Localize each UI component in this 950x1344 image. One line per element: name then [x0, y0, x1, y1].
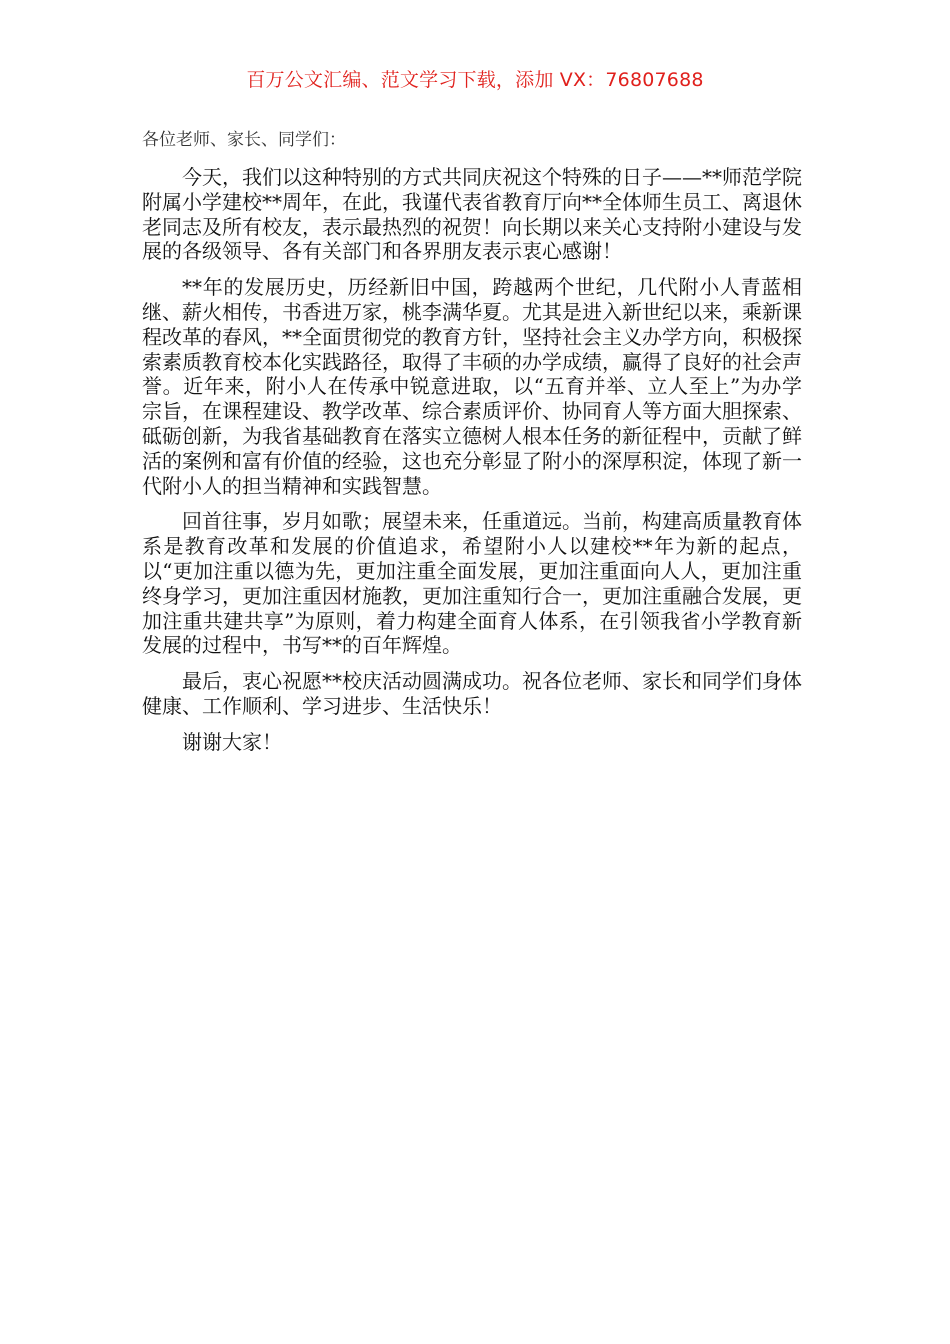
document-body [142, 127, 802, 755]
salutation: 各位老师、家长、同学们： [142, 130, 346, 150]
paragraph-opening: 今天，我们以这种特别的方式共同庆祝这个特殊的日子——**师范学院附属小学建校**周年，在此，我谨代表省教育厅向**全体师生员工、离退休老同志及所有校友，表示最热烈的祝贺！向长期以来关心支持附小建设与发展的各级领导、各有关部门和各界朋友表示衷心感谢！ [142, 165, 802, 264]
closing-thanks: 谢谢大家！ [182, 729, 282, 754]
paragraph-wishes: 最后，衷心祝愿**校庆活动圆满成功。祝各位老师、家长和同学们身体健康、工作顺利、学习进步、生活快乐！ [142, 669, 802, 718]
paragraph-history: **年的发展历史，历经新旧中国，跨越两个世纪，几代附小人青蓝相继、薪火相传，书香进万家，桃李满华夏。尤其是进入新世纪以来，乘新课程改革的春风，**全面贯彻党的教育方针，坚持社会主义办学方向，积极探索素质教育校本化实践路径，取得了丰硕的办学成绩，赢得了良好的社会声誉。近年来，附小人在传承中锐意进取，以“五育并举、立人至上”为办学宗旨，在课程建设、教学改革、综合素质评价、协同育人等方面大胆探索、砥砺创新，为我省基础教育在落实立德树人根本任务的新征程中，贡献了鲜活的案例和富有价值的经验，这也充分彰显了附小的深厚积淀，体现了新一代附小人的担当精神和实践智慧。 [142, 275, 802, 498]
paragraph-future: 回首往事，岁月如歌；展望未来，任重道远。当前，构建高质量教育体系是教育改革和发展的价值追求，希望附小人以建校**年为新的起点，以“更加注重以德为先，更加注重全面发展，更加注重面向人人，更加注重终身学习，更加注重因材施教，更加注重知行合一，更加注重融合发展，更加注重共建共享”为原则，着力构建全面育人体系，在引领我省小学教育新发展的过程中，书写**的百年辉煌。 [142, 509, 802, 658]
header-banner: 百万公文汇编、范文学习下载，添加 VX：76807688 [246, 69, 704, 91]
